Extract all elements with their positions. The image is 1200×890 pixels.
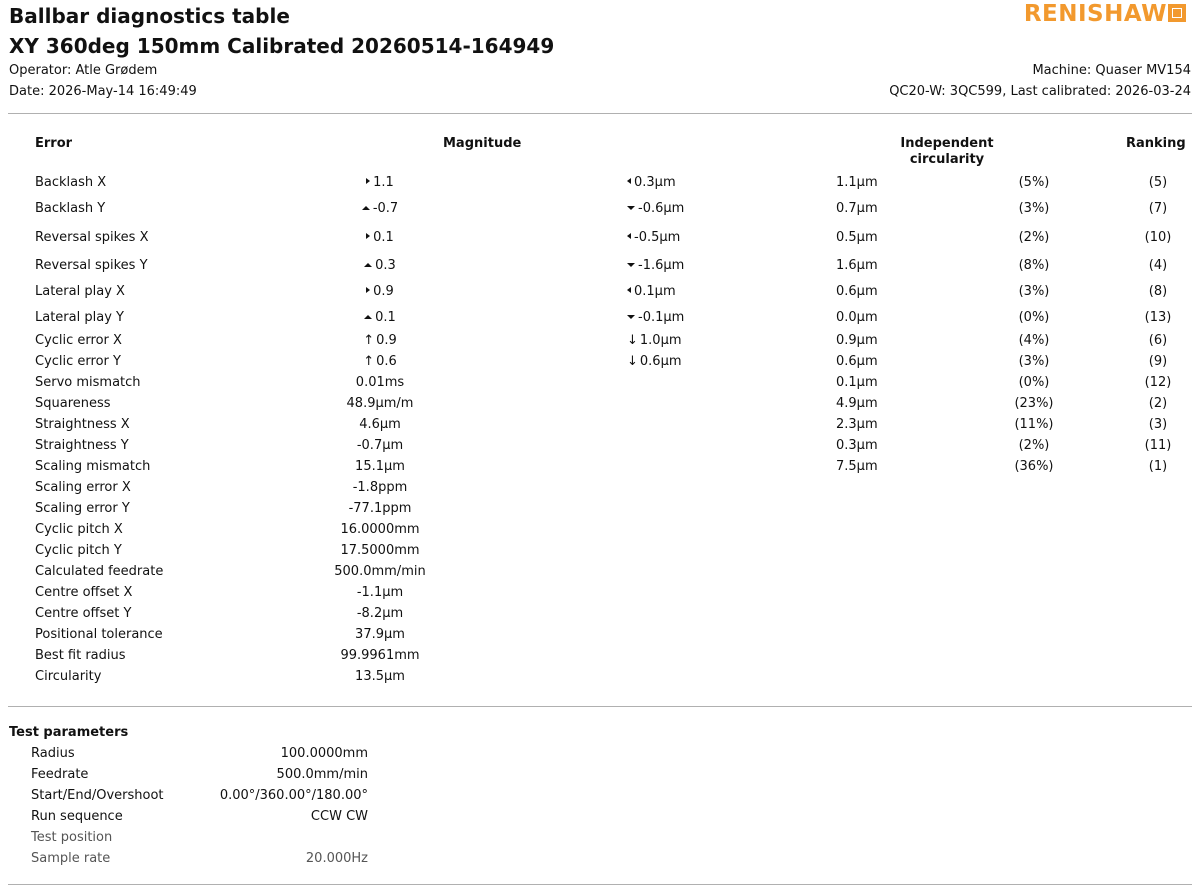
triangle-up-icon <box>364 263 372 267</box>
magnitude-value <box>260 480 500 495</box>
row-label: Reversal spikes Y <box>35 258 148 273</box>
table-row <box>0 417 1200 437</box>
circularity-percent: (0%) <box>1018 310 1050 325</box>
report-title: Ballbar diagnostics table <box>9 4 290 28</box>
renishaw-logo <box>1024 1 1186 27</box>
machine-text: Machine: Quaser MV154 <box>1032 63 1191 78</box>
row-label: Calculated feedrate <box>35 564 164 579</box>
magnitude-value <box>260 284 500 299</box>
table-row <box>0 627 1200 647</box>
triangle-left-icon <box>627 287 631 293</box>
arrow-up-icon: ↑ <box>363 354 375 369</box>
magnitude-text: 0.9 <box>376 333 397 348</box>
independent-circularity-value: 0.9µm <box>836 333 878 348</box>
header-divider <box>8 113 1192 114</box>
magnitude-text: 0.6 <box>376 354 397 369</box>
circularity-percent: (3%) <box>1018 201 1050 216</box>
table-row <box>0 175 1200 195</box>
footer-divider <box>8 884 1192 885</box>
magnitude-secondary-value <box>627 175 676 190</box>
row-label: Reversal spikes X <box>35 230 149 245</box>
magnitude-text: 13.5µm <box>355 669 405 684</box>
logo-text: RENISHAW <box>1023 1 1167 27</box>
table-row <box>0 438 1200 458</box>
magnitude-value <box>260 606 500 621</box>
circularity-percent: (8%) <box>1018 258 1050 273</box>
magnitude-value <box>260 175 500 190</box>
magnitude-text: 500.0mm/min <box>334 564 426 579</box>
magnitude-value <box>260 230 500 245</box>
row-label: Cyclic pitch Y <box>35 543 122 558</box>
magnitude-value <box>260 201 500 216</box>
table-divider <box>8 706 1192 707</box>
date-text: Date: 2026-May-14 16:49:49 <box>9 84 197 99</box>
ranking-value: (9) <box>1148 354 1168 369</box>
table-row <box>0 230 1200 250</box>
magnitude-text: 0.1 <box>373 230 394 245</box>
triangle-down-icon <box>627 263 635 267</box>
independent-circularity-value: 1.1µm <box>836 175 878 190</box>
magnitude-text: 37.9µm <box>355 627 405 642</box>
row-label: Centre offset Y <box>35 606 132 621</box>
circularity-percent: (5%) <box>1018 175 1050 190</box>
magnitude-secondary-text: -0.6µm <box>638 201 685 216</box>
ranking-value: (12) <box>1144 375 1172 390</box>
circularity-percent: (3%) <box>1018 284 1050 299</box>
parameter-value: 500.0mm/min <box>276 767 368 782</box>
circularity-percent: (0%) <box>1018 375 1050 390</box>
magnitude-text: 99.9961mm <box>340 648 420 663</box>
table-row <box>0 333 1200 353</box>
ranking-value: (10) <box>1144 230 1172 245</box>
parameter-label: Sample rate <box>31 851 111 866</box>
triangle-up-icon <box>364 315 372 319</box>
magnitude-text: -0.7 <box>372 201 399 216</box>
column-header-magnitude: Magnitude <box>443 136 522 151</box>
row-label: Servo mismatch <box>35 375 141 390</box>
magnitude-secondary-value <box>627 354 682 369</box>
report-subtitle: XY 360deg 150mm Calibrated 20260514-164949 <box>9 34 555 58</box>
parameter-value: 0.00°/360.00°/180.00° <box>219 788 368 803</box>
parameter-value: 100.0000mm <box>280 746 368 761</box>
independent-circularity-value: 0.3µm <box>836 438 878 453</box>
parameter-row <box>0 767 400 787</box>
triangle-right-icon <box>366 178 370 184</box>
parameter-value: CCW CW <box>310 809 368 824</box>
magnitude-text: 17.5000mm <box>340 543 420 558</box>
circularity-percent: (11%) <box>1014 417 1054 432</box>
independent-circularity-value: 4.9µm <box>836 396 878 411</box>
magnitude-text: 0.3 <box>375 258 396 273</box>
row-label: Backlash X <box>35 175 107 190</box>
table-row <box>0 606 1200 626</box>
magnitude-value <box>260 396 500 411</box>
parameter-row <box>0 830 400 850</box>
independent-circularity-value: 2.3µm <box>836 417 878 432</box>
circularity-percent: (2%) <box>1018 438 1050 453</box>
magnitude-secondary-value <box>627 201 684 216</box>
magnitude-value <box>260 258 500 273</box>
logo-mark-icon <box>1168 4 1186 22</box>
magnitude-value <box>260 669 500 684</box>
column-header-independent-circularity <box>880 136 1014 168</box>
ranking-value: (7) <box>1148 201 1168 216</box>
table-row <box>0 258 1200 278</box>
column-header-ranking: Ranking <box>1126 136 1186 151</box>
magnitude-text: 16.0000mm <box>340 522 420 537</box>
table-row <box>0 585 1200 605</box>
magnitude-text: 0.9 <box>373 284 394 299</box>
magnitude-secondary-value <box>627 230 680 245</box>
table-row <box>0 522 1200 542</box>
table-row <box>0 648 1200 668</box>
row-label: Straightness Y <box>35 438 129 453</box>
arrow-down-icon: ↓ <box>627 354 638 369</box>
triangle-right-icon <box>366 233 370 239</box>
magnitude-value <box>260 375 500 390</box>
magnitude-secondary-text: -0.5µm <box>634 230 681 245</box>
ranking-value: (1) <box>1148 459 1168 474</box>
column-header-independent-line2: circularity <box>909 152 985 167</box>
parameter-label: Start/End/Overshoot <box>31 788 164 803</box>
triangle-left-icon <box>627 178 631 184</box>
magnitude-text: 0.01ms <box>355 375 405 390</box>
table-row <box>0 396 1200 416</box>
column-header-independent-line1: Independent <box>900 136 994 151</box>
row-label: Best fit radius <box>35 648 126 663</box>
ranking-value: (5) <box>1148 175 1168 190</box>
magnitude-text: 1.1 <box>373 175 394 190</box>
parameter-row <box>0 746 400 766</box>
table-row <box>0 201 1200 221</box>
table-row <box>0 284 1200 304</box>
row-label: Scaling error X <box>35 480 131 495</box>
column-header-error: Error <box>35 136 73 151</box>
row-label: Positional tolerance <box>35 627 163 642</box>
independent-circularity-value: 1.6µm <box>836 258 878 273</box>
operator-text: Operator: Atle Grødem <box>9 63 158 78</box>
row-label: Lateral play Y <box>35 310 124 325</box>
table-row <box>0 564 1200 584</box>
magnitude-text: 0.1 <box>375 310 396 325</box>
row-label: Scaling error Y <box>35 501 130 516</box>
ranking-value: (2) <box>1148 396 1168 411</box>
magnitude-secondary-text: 0.1µm <box>634 284 676 299</box>
circularity-percent: (3%) <box>1018 354 1050 369</box>
magnitude-value <box>260 627 500 642</box>
circularity-percent: (4%) <box>1018 333 1050 348</box>
independent-circularity-value: 0.6µm <box>836 354 878 369</box>
triangle-down-icon <box>627 315 635 319</box>
ranking-value: (8) <box>1148 284 1168 299</box>
test-parameters-title: Test parameters <box>9 725 129 740</box>
independent-circularity-value: 0.1µm <box>836 375 878 390</box>
row-label: Cyclic error Y <box>35 354 121 369</box>
triangle-left-icon <box>627 233 631 239</box>
magnitude-value <box>260 543 500 558</box>
independent-circularity-value: 7.5µm <box>836 459 878 474</box>
arrow-down-icon: ↓ <box>627 333 638 348</box>
magnitude-value <box>260 333 500 348</box>
magnitude-secondary-value <box>627 284 676 299</box>
ranking-value: (13) <box>1144 310 1172 325</box>
parameter-label: Feedrate <box>31 767 89 782</box>
parameter-row <box>0 809 400 829</box>
magnitude-text: 15.1µm <box>355 459 405 474</box>
table-row <box>0 501 1200 521</box>
triangle-up-icon <box>362 206 370 210</box>
table-row <box>0 375 1200 395</box>
table-row <box>0 480 1200 500</box>
magnitude-secondary-text: 1.0µm <box>639 333 682 348</box>
magnitude-secondary-value <box>627 333 682 348</box>
parameter-label: Run sequence <box>31 809 123 824</box>
parameter-row <box>0 788 400 808</box>
row-label: Centre offset X <box>35 585 133 600</box>
independent-circularity-value: 0.0µm <box>836 310 878 325</box>
parameter-value: 20.000Hz <box>305 851 368 866</box>
table-row <box>0 310 1200 330</box>
magnitude-text: -77.1ppm <box>348 501 412 516</box>
magnitude-secondary-value <box>627 310 684 325</box>
triangle-down-icon <box>627 206 635 210</box>
magnitude-secondary-text: -1.6µm <box>638 258 685 273</box>
ranking-value: (3) <box>1148 417 1168 432</box>
independent-circularity-value: 0.6µm <box>836 284 878 299</box>
row-label: Cyclic error X <box>35 333 122 348</box>
table-row <box>0 459 1200 479</box>
magnitude-secondary-value <box>627 258 684 273</box>
parameter-label: Test position <box>31 830 113 845</box>
magnitude-value <box>260 648 500 663</box>
row-label: Scaling mismatch <box>35 459 151 474</box>
magnitude-text: -0.7µm <box>356 438 404 453</box>
parameter-label: Radius <box>31 746 75 761</box>
row-label: Lateral play X <box>35 284 125 299</box>
magnitude-text: 4.6µm <box>359 417 401 432</box>
magnitude-value <box>260 354 500 369</box>
circularity-percent: (23%) <box>1014 396 1054 411</box>
magnitude-text: -1.1µm <box>356 585 404 600</box>
magnitude-value <box>260 459 500 474</box>
magnitude-text: -8.2µm <box>356 606 404 621</box>
row-label: Circularity <box>35 669 102 684</box>
parameter-row <box>0 851 400 871</box>
magnitude-value <box>260 417 500 432</box>
magnitude-value <box>260 438 500 453</box>
magnitude-text: 48.9µm/m <box>346 396 414 411</box>
magnitude-value <box>260 522 500 537</box>
row-label: Cyclic pitch X <box>35 522 123 537</box>
magnitude-value <box>260 501 500 516</box>
magnitude-value <box>260 564 500 579</box>
table-row <box>0 543 1200 563</box>
magnitude-value <box>260 585 500 600</box>
magnitude-text: -1.8ppm <box>352 480 408 495</box>
circularity-percent: (2%) <box>1018 230 1050 245</box>
independent-circularity-value: 0.7µm <box>836 201 878 216</box>
ranking-value: (4) <box>1148 258 1168 273</box>
row-label: Straightness X <box>35 417 130 432</box>
arrow-up-icon: ↑ <box>363 333 375 348</box>
magnitude-value <box>260 310 500 325</box>
magnitude-secondary-text: 0.3µm <box>634 175 676 190</box>
row-label: Backlash Y <box>35 201 106 216</box>
row-label: Squareness <box>35 396 111 411</box>
triangle-right-icon <box>366 287 370 293</box>
ranking-value: (6) <box>1148 333 1168 348</box>
ranking-value: (11) <box>1144 438 1172 453</box>
table-row <box>0 354 1200 374</box>
calibration-text: QC20-W: 3QC599, Last calibrated: 2026-03-24 <box>889 84 1191 99</box>
circularity-percent: (36%) <box>1014 459 1054 474</box>
independent-circularity-value: 0.5µm <box>836 230 878 245</box>
magnitude-secondary-text: 0.6µm <box>639 354 682 369</box>
table-row <box>0 669 1200 689</box>
magnitude-secondary-text: -0.1µm <box>638 310 685 325</box>
